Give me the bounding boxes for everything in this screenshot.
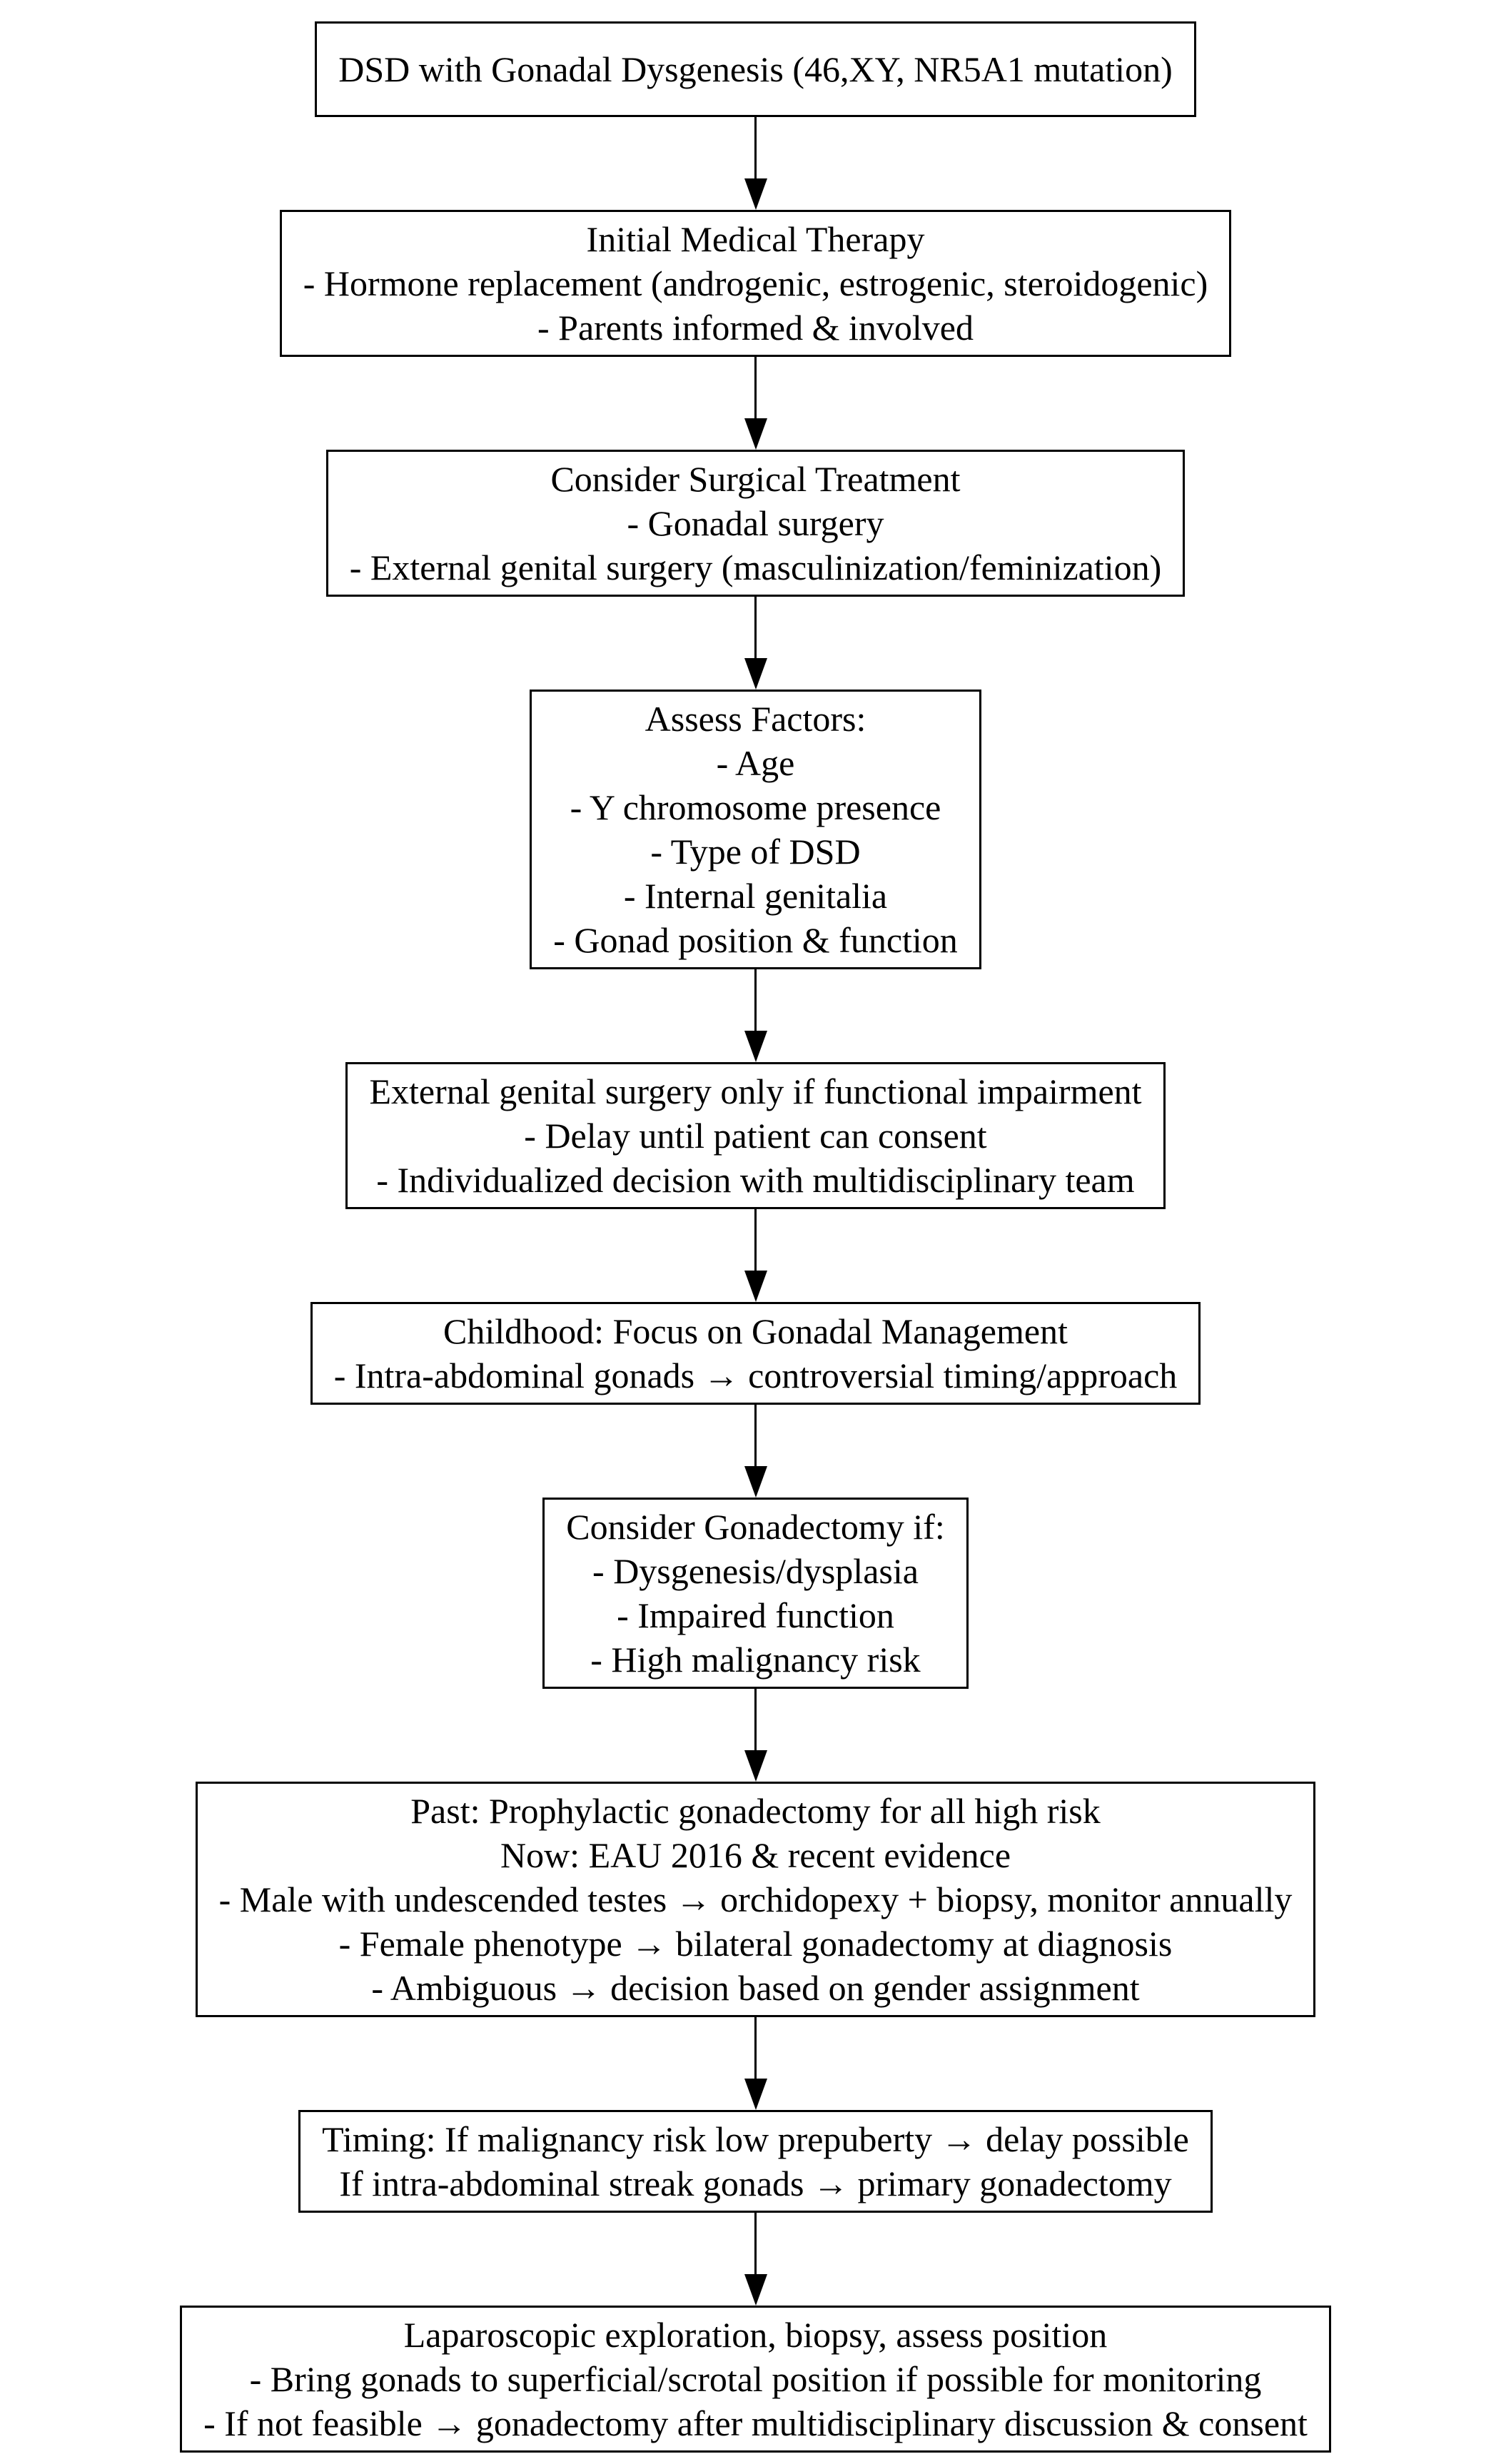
arrow-down-icon (744, 1750, 767, 1782)
node-bullet: - Delay until patient can consent (524, 1116, 987, 1156)
node-bullet: - Gonadal surgery (627, 503, 884, 543)
arrow-down-icon (744, 2079, 767, 2110)
node-title: Consider Surgical Treatment (550, 459, 961, 499)
node-bullet: - Intra-abdominal gonads → controversial timing/approach (333, 1355, 1178, 1395)
node-title: Timing: If malignancy risk low prepuberty → delay possible (322, 2119, 1189, 2159)
arrow-stem (754, 1405, 757, 1466)
arrow-stem (754, 117, 757, 178)
arrow-connector (744, 117, 767, 210)
node-bullet: - If not feasible → gonadectomy after multidisciplinary discussion & consent (203, 2403, 1308, 2443)
arrow-down-icon (744, 658, 767, 690)
node-title: Past: Prophylactic gonadectomy for all high risk (410, 1791, 1101, 1831)
node-bullet: - Gonad position & function (553, 920, 958, 960)
node-bullet: - Y chromosome presence (570, 787, 941, 827)
node-timing-guidance (298, 2110, 1213, 2213)
node-bullet: - High malignancy risk (590, 1640, 921, 1680)
node-bullet: - Ambiguous → decision based on gender assignment (371, 1968, 1140, 2008)
arrow-connector (744, 1689, 767, 1782)
node-past-vs-now-evidence (196, 1782, 1316, 2017)
arrow-stem (754, 357, 757, 418)
arrow-stem (754, 1689, 757, 1750)
arrow-connector (744, 2017, 767, 2110)
node-consider-gonadectomy-criteria (542, 1498, 968, 1689)
node-consider-surgical-treatment (326, 450, 1186, 597)
arrow-connector (744, 597, 767, 690)
node-text: If intra-abdominal streak gonads → primary gonadectomy (339, 2163, 1172, 2203)
node-title: External genital surgery only if functional impairment (369, 1071, 1142, 1111)
node-childhood-gonadal-management (310, 1302, 1201, 1405)
arrow-connector (744, 357, 767, 450)
arrow-stem (754, 969, 757, 1031)
node-bullet: - Type of DSD (650, 832, 861, 872)
arrow-stem (754, 1209, 757, 1271)
node-bullet: - Internal genitalia (623, 876, 888, 916)
arrow-connector (744, 2213, 767, 2306)
node-bullet: - Bring gonads to superficial/scrotal position if possible for monitoring (249, 2359, 1262, 2399)
arrow-down-icon (744, 1271, 767, 1302)
node-bullet: - Male with undescended testes → orchidopexy + biopsy, monitor annually (218, 1879, 1293, 1919)
node-bullet: - Parents informed & involved (537, 308, 974, 348)
node-assess-factors (530, 690, 981, 969)
node-bullet: - External genital surgery (masculinization/feminization) (349, 547, 1162, 587)
arrow-down-icon (744, 2274, 767, 2306)
node-bullet: - Age (716, 743, 795, 783)
node-bullet: - Hormone replacement (androgenic, estrogenic, steroidogenic) (303, 263, 1208, 303)
node-title: Consider Gonadectomy if: (566, 1507, 945, 1547)
node-title: Laparoscopic exploration, biopsy, assess position (403, 2315, 1108, 2355)
arrow-down-icon (744, 178, 767, 210)
arrow-stem (754, 2017, 757, 2079)
node-title: Childhood: Focus on Gonadal Management (443, 1311, 1068, 1351)
node-bullet: - Dysgenesis/dysplasia (592, 1551, 919, 1591)
node-dsd-diagnosis (315, 21, 1196, 117)
arrow-stem (754, 597, 757, 658)
arrow-down-icon (744, 1031, 767, 1062)
arrow-connector (744, 969, 767, 1062)
node-text: DSD with Gonadal Dysgenesis (46,XY, NR5A1 mutation) (338, 49, 1173, 89)
node-external-genital-surgery-policy (345, 1062, 1165, 1209)
node-title: Assess Factors: (645, 699, 866, 739)
node-laparoscopic-management (180, 2306, 1331, 2453)
node-title: Initial Medical Therapy (586, 219, 925, 259)
arrow-connector (744, 1209, 767, 1302)
arrow-connector (744, 1405, 767, 1498)
arrow-stem (754, 2213, 757, 2274)
node-bullet: - Individualized decision with multidisciplinary team (376, 1160, 1135, 1200)
node-subtitle: Now: EAU 2016 & recent evidence (500, 1835, 1011, 1875)
arrow-down-icon (744, 418, 767, 450)
arrow-down-icon (744, 1466, 767, 1498)
node-bullet: - Female phenotype → bilateral gonadectomy at diagnosis (338, 1924, 1173, 1964)
node-bullet: - Impaired function (617, 1595, 894, 1635)
node-initial-medical-therapy (280, 210, 1232, 357)
